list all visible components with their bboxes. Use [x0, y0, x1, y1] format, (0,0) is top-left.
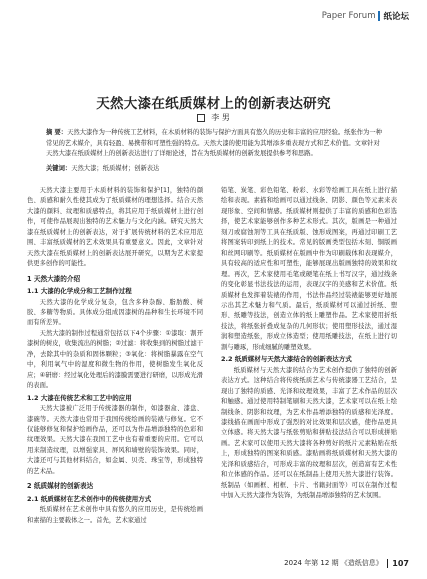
- subsection-heading-2-2: 2.2 纸质媒材与天然大漆结合的创新表达方式: [221, 355, 352, 364]
- paragraph-1-1: 天然大漆的化学成分复杂，包含多种杂醇、脂肪酸、树胶、多糖等物质。具体成分组成因漆树的品种和生长环境不同而有所差异。: [27, 298, 203, 327]
- subsection-heading-2-1: 2.1 纸质媒材在艺术创作中的传统使用方式: [27, 494, 152, 503]
- abstract-text: 天然大漆作为一种传统工艺材料，在木质材料的装饰与保护方面具有悠久的历史和丰富的应用经验。纸张作为一种常见的艺术媒介，具有轻盈、易携带和可塑性强的特点。天然大漆的使用能为其增添多重表现方式和艺术价值。文章针对天然大漆在纸质媒材上的创新表达进行了详细论述，旨在为纸质媒材的创新发展提供参考和思路。: [46, 129, 382, 157]
- right-column: [221, 186, 397, 502]
- paragraph-2-1: 纸质媒材在艺术创作中具有悠久的应用历史，是传统绘画和素描的主要载体之一。首先，艺术家通过: [27, 506, 203, 524]
- header-divider-bar: [378, 11, 380, 21]
- paragraph-2-2: 纸质媒材与天然大漆的结合为艺术创作提供了独特的创新表达方式。这种结合将传统纸质艺术与传统漆器工艺结合，呈现出了独特的质感、光泽和纹理效果，丰富了艺术作品的层次和触感。通过使用特制笔刷和天然大漆，艺术家可以在纸上绘制线条、阴影和纹理，为艺术作品增添独特的质感和光泽度。漆线描在画面中形成了强烈的对比效果和层次感，使作品更具立体感。将天然大漆与纸张剪贴和拼贴技法结合可以形成拼贴画。艺术家可以使用天然大漆将各种剪好的纸片元素粘贴在纸上，形成独特的图案和质感。漆贴画将纸质媒材和天然大漆的光泽和质感结合，可形成丰富的纹理和层次，创造富有艺术性和立体感的作品。还可以在纸制品上使用天然大漆进行装饰。纸制品（如画框、相框、卡片、书籍封面等）可以在制作过程中加入天然大漆作为装饰，为纸制品增添独特的艺术氛围。: [221, 366, 397, 500]
- left-column: [27, 186, 203, 526]
- keywords-label: 关键词：: [46, 165, 72, 172]
- abstract-label: 摘 要：: [46, 129, 68, 136]
- paragraph-1-1b: 天然大漆的制作过程通常包括以下4个步骤：①漆取：割开漆树的树皮，收集流出的树脂；②过滤：将收集到的树脂过滤干净，去除其中的杂质和固体颗粒；③氧化：将树脂暴露在空气中，利用氧气中的湿度和微生物的作用，使树脂发生氧化反应；④研磨：经过氧化处理后的漆膜需要进行研磨，以形成光滑的表面。: [27, 329, 203, 390]
- subsection-heading-1-2: 1.2 大漆在传统艺术和工艺中的应用: [27, 393, 132, 402]
- section-label: 纸论坛: [383, 12, 409, 22]
- issue-info: 2024 年第 12 期 《造纸信息》: [284, 559, 383, 567]
- author-name: 李 男: [211, 113, 230, 122]
- page-header: [322, 10, 409, 22]
- author-marker-icon: [197, 114, 205, 122]
- page-footer: [284, 558, 409, 568]
- keywords: [46, 164, 386, 174]
- keywords-text: 天然大漆；纸质媒材；创新表达: [71, 165, 160, 172]
- paragraph-2-1-continued: 铅笔、炭笔、彩色铅笔、粉彩、水彩等绘画工具在纸上进行描绘和表现。素描和绘画可以通过线条、阴影、颜色等元素来表现形象、空间和情感。纸质媒材则提供了丰富的质感和色彩选择，使艺术家能够创作多种艺术形式。其次，版画是一种通过刻刀或腐蚀剂等工具在纸质版、蚀形成图案，再通过印刷工艺将图案转印到纸上的技术。常见的版画类型包括木刻、铜版画和丝网印刷等。纸质媒材在版画中作为印刷载体和表现媒介，具有较高的适应性和可塑性，能够展现出版画独特的效果和纹理。再次，艺术家使用毛笔或硬笔在纸上书写汉字，通过线条的变化彰显书法技法的运用，表现汉字的美感和艺术价值。纸质媒材也发挥着装裱的作用，书法作品经过装裱能够更好地展示出其艺术魅力和气质。最后，纸质媒材可以通过折纸、塑形、纸雕等技法，创造立体的纸上雕塑作品。艺术家使用折纸技法，将纸张折叠成复杂的几何形状；使用塑形技法，通过湿润和塑造纸张，形成立体造型；使用纸雕技法，在纸上进行切割与雕琢，形成细腻的雕塑效果。: [221, 187, 397, 351]
- journal-forum-label: Paper Forum: [321, 11, 376, 21]
- section-heading-2: 2 纸质媒材的创新表达: [27, 482, 94, 491]
- abstract: [46, 128, 386, 160]
- section-heading-1: 1 天然大漆的介绍: [27, 274, 81, 283]
- subsection-heading-1-1: 1.1 大漆的化学成分和工艺制作过程: [27, 287, 132, 296]
- footer-divider-bar: [387, 559, 389, 568]
- intro-paragraph: 天然大漆主要用于木质材料的装饰和保护[1]，独特的颜色、质感和耐久性使其成为了纸质媒材的理想选择。结合天然大漆的颜料、纹理和质感特点，将其应用于纸质媒材上进行创作，可使作品展现出独特的艺术魅力与文化内涵。研究天然大漆在纸质媒材上的创新表达，对于扩展传统材料的艺术应用范围、丰富纸质媒材的艺术效果具有重要意义。因此，文章针对天然大漆在纸质媒材上的创新表达展开研究，以期为艺术家提供更多创作的可能性。: [27, 187, 203, 268]
- author-line: [0, 112, 427, 123]
- page-number: 107: [392, 558, 409, 568]
- article-title: 天然大漆在纸质媒材上的创新表达研究: [96, 96, 331, 112]
- paragraph-1-2: 天然大漆被广泛用于传统漆器的制作，如漆器盒、漆盘、漆碗等。天然大漆也常用于我国传统绘画的装裱与修复。它不仅能够修复和保护绘画作品，还可以为作品增添独特的色彩和纹理效果。天然大漆在我国工艺中也有着重要的应用。它可以用来制造纹理，以增强家具、屏风和墙壁的装饰效果。同时，大漆还可与其他材料结合，如金属、贝壳、珠宝等，形成独特的艺术品。: [27, 405, 203, 475]
